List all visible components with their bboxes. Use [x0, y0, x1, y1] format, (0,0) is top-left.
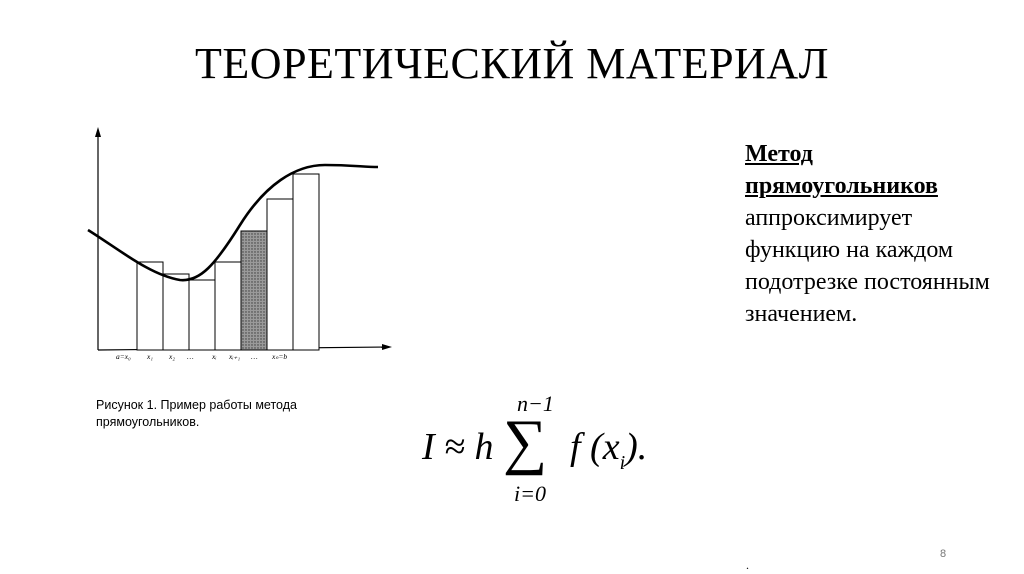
formula-sum-upper: n−1 [517, 391, 554, 416]
formula-sum-lower: i=0 [514, 481, 546, 506]
y-axis-arrow-icon [95, 127, 101, 137]
axis-label-ellipsis-2: … [251, 352, 258, 361]
axis-label-a: a=x₀ [116, 352, 131, 361]
rect-highlighted [241, 231, 267, 350]
rectangle-formula [410, 385, 720, 515]
method-description [745, 138, 1007, 330]
rectangle-method-figure [80, 125, 400, 375]
figure-caption: Рисунок 1. Пример работы метода прямоугольников. [96, 398, 297, 429]
formula-func: f (x [570, 426, 620, 468]
axis-label-xi: xᵢ [212, 352, 217, 361]
axis-label-x1: x₁ [147, 352, 153, 361]
rect-7 [293, 174, 319, 350]
axis-label-xi1: xᵢ₊₁ [229, 352, 241, 361]
rect-4 [215, 262, 241, 350]
formula-tail: ). [625, 426, 648, 468]
formula-subscript: i [619, 452, 626, 474]
formula-lhs: I ≈ h [422, 426, 494, 468]
x-axis-arrow-icon [382, 344, 392, 350]
rect-3 [189, 280, 215, 350]
rect-1 [137, 262, 163, 350]
sigma-icon: ∑ [503, 408, 548, 476]
slide-title: ТЕОРЕТИЧЕСКИЙ МАТЕРИАЛ [195, 39, 829, 88]
rect-6 [267, 199, 293, 350]
footer-dot: . [746, 558, 749, 572]
axis-label-x2: x₂ [169, 352, 175, 361]
formula-rhs [570, 425, 648, 474]
rect-2 [163, 274, 189, 350]
method-name: Метод прямоугольников [745, 141, 938, 199]
page-number: 8 [940, 548, 947, 560]
axis-label-ellipsis-1: … [187, 352, 194, 361]
method-text: аппроксимирует функцию на каждом подотрезке постоянным значением. [745, 205, 990, 327]
axis-label-b: xₙ=b [272, 352, 288, 361]
